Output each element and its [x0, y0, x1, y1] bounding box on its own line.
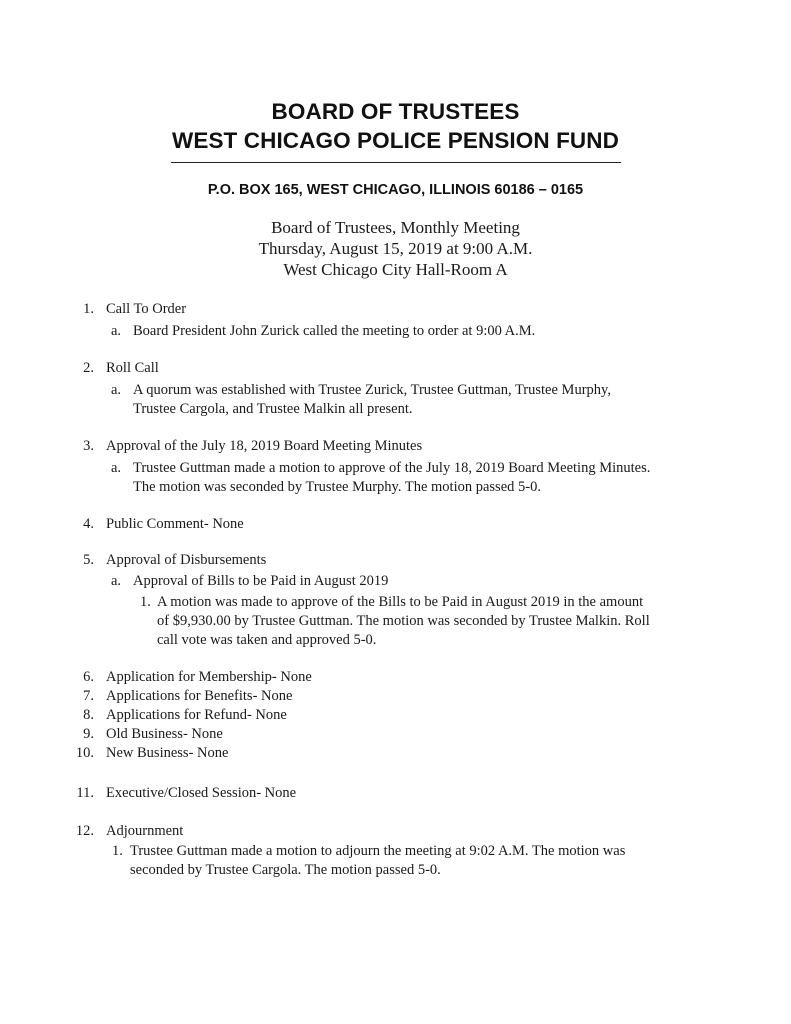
item-title: Roll Call [106, 360, 159, 376]
sub-item-text: seconded by Trustee Cargola. The motion passed 5-0. [130, 862, 441, 878]
item-title: Applications for Benefits- None [106, 688, 293, 704]
item-number: 12. [75, 823, 94, 839]
item-title: Approval of the July 18, 2019 Board Meeting Minutes [106, 438, 423, 454]
item-number: 10. [75, 745, 94, 761]
sub-sub-item-text: A motion was made to approve of the Bills to be Paid in August 2019 in the amount [157, 594, 644, 610]
sub-item-text: The motion was seconded by Trustee Murphy. The motion passed 5-0. [133, 479, 541, 495]
item-number: 11. [76, 785, 94, 801]
item-title: Application for Membership- None [106, 669, 312, 685]
item-number: 1. [83, 301, 94, 317]
item-title: New Business- None [106, 745, 229, 761]
item-number: 5. [83, 552, 94, 568]
item-number: 3. [83, 438, 94, 454]
sub-item-text: A quorum was established with Trustee Zurick, Trustee Guttman, Trustee Murphy, [133, 382, 611, 398]
item-number: 6. [83, 669, 94, 685]
sub-item-marker: a. [111, 382, 122, 398]
item-number: 2. [83, 360, 94, 376]
item-title: Approval of Disbursements [106, 552, 267, 568]
item-title: Adjournment [106, 823, 184, 839]
sub-item-text: Trustee Cargola, and Trustee Malkin all present. [133, 401, 413, 417]
mailing-address: P.O. BOX 165, WEST CHICAGO, ILLINOIS 60186 – 0165 [207, 182, 584, 198]
meeting-name: Board of Trustees, Monthly Meeting [271, 218, 520, 237]
sub-item-marker: a. [111, 323, 122, 339]
sub-item-text: Board President John Zurick called the meeting to order at 9:00 A.M. [133, 323, 536, 339]
meeting-location: West Chicago City Hall-Room A [283, 260, 508, 279]
sub-item-text: Trustee Guttman made a motion to adjourn the meeting at 9:02 A.M. The motion was [130, 843, 626, 859]
item-title: Old Business- None [106, 726, 223, 742]
item-number: 4. [83, 516, 94, 532]
sub-item-text: Trustee Guttman made a motion to approve of the July 18, 2019 Board Meeting Minutes. [133, 460, 651, 476]
sub-item-marker: 1. [112, 843, 123, 859]
sub-sub-item-text: call vote was taken and approved 5-0. [157, 632, 377, 648]
document-subtitle: WEST CHICAGO POLICE PENSION FUND [172, 128, 619, 153]
sub-sub-item-text: of $9,930.00 by Trustee Guttman. The motion was seconded by Trustee Malkin. Roll [157, 613, 650, 629]
item-title: Public Comment- None [106, 516, 244, 532]
document-title: BOARD OF TRUSTEES [271, 99, 520, 124]
meeting-date: Thursday, August 15, 2019 at 9:00 A.M. [258, 239, 533, 258]
item-title: Applications for Refund- None [106, 707, 287, 723]
sub-sub-item-marker: 1. [140, 594, 151, 610]
item-number: 9. [83, 726, 94, 742]
item-number: 8. [83, 707, 94, 723]
item-title: Executive/Closed Session- None [106, 785, 297, 801]
sub-item-marker: a. [111, 573, 122, 589]
sub-item-marker: a. [111, 460, 122, 476]
title-divider [171, 162, 621, 163]
sub-item-text: Approval of Bills to be Paid in August 2019 [133, 573, 389, 589]
item-number: 7. [83, 688, 94, 704]
item-title: Call To Order [106, 301, 187, 317]
